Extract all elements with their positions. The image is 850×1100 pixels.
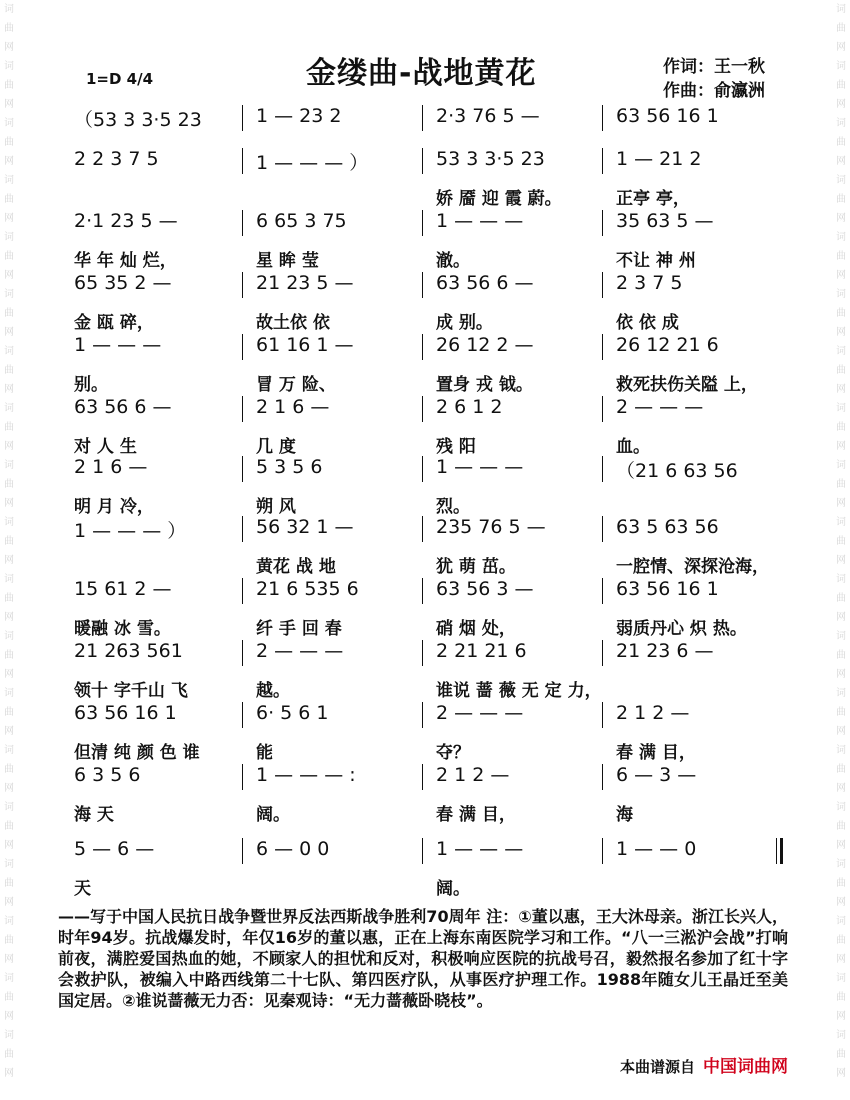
watermark-char: 网 bbox=[4, 99, 14, 110]
notes-row bbox=[70, 516, 785, 540]
measure-notes: 6 3 5 6 bbox=[74, 764, 141, 786]
watermark-column-right bbox=[832, 0, 850, 1100]
watermark-char: 网 bbox=[4, 555, 14, 566]
watermark-char: 词 bbox=[836, 1030, 846, 1041]
barline bbox=[602, 148, 603, 174]
measure-notes: 2 1 2 — bbox=[436, 764, 510, 786]
barline bbox=[422, 105, 423, 131]
lyrics-row bbox=[70, 246, 785, 271]
measure-notes: 63 56 3 — bbox=[436, 578, 534, 600]
measure-lyrics: 残 阳 bbox=[436, 437, 476, 457]
watermark-char: 网 bbox=[836, 498, 846, 509]
watermark-char: 曲 bbox=[4, 23, 14, 34]
measure-lyrics: 黄花 战 地 bbox=[256, 557, 336, 577]
footnote: ——写于中国人民抗日战争暨世界反法西斯战争胜利70周年 注：①董以惠，王大沐母亲。浙江长兴人，时年94岁。抗战爆发时，年仅16岁的董以惠，正在上海东南医院学习和工作。“八一三淞沪会战”打响前夜，满腔爱国热血的她，不顾家人的担忧和反对，积极响应医院的抗战号召，毅然报名参加了红十字会救护队，被编入中路西线第二十七队、第四医疗队，从事医疗护理工作。1988年随女儿王晶迁至美国定居。②谁说蔷薇无力否：见秦观诗：“无力蔷薇卧晓枝”。 bbox=[58, 907, 788, 1010]
watermark-char: 词 bbox=[4, 403, 14, 414]
barline bbox=[242, 210, 243, 236]
watermark-char: 词 bbox=[836, 460, 846, 471]
barline bbox=[242, 272, 243, 298]
watermark-char: 词 bbox=[836, 859, 846, 870]
notes-row bbox=[70, 148, 785, 172]
measure-notes: 235 76 5 — bbox=[436, 516, 546, 538]
watermark-char: 曲 bbox=[4, 878, 14, 889]
measure-notes: 53 3 3·5 23 bbox=[436, 148, 545, 170]
score-line bbox=[70, 148, 785, 208]
barline bbox=[242, 764, 243, 790]
measure-lyrics: 领十 字千山 飞 bbox=[74, 681, 188, 701]
score-line bbox=[70, 396, 785, 456]
measure-lyrics: 别。 bbox=[74, 375, 108, 395]
lyrics-row bbox=[70, 308, 785, 333]
watermark-char: 词 bbox=[836, 4, 846, 15]
watermark-char: 词 bbox=[836, 517, 846, 528]
measure-notes: 6· 5 6 1 bbox=[256, 702, 329, 724]
measure-lyrics: 弱质丹心 炽 热。 bbox=[616, 619, 747, 639]
measure-notes: 1 — 21 2 bbox=[616, 148, 702, 170]
watermark-char: 曲 bbox=[836, 23, 846, 34]
notes-row bbox=[70, 105, 785, 129]
measure-notes: 2 — — — bbox=[436, 702, 524, 724]
barline bbox=[602, 334, 603, 360]
notes-row bbox=[70, 272, 785, 296]
barline bbox=[602, 456, 603, 482]
measure-notes: 5 3 5 6 bbox=[256, 456, 323, 478]
lyrics-row bbox=[70, 676, 785, 701]
measure-lyrics: 烈。 bbox=[436, 497, 470, 517]
watermark-char: 网 bbox=[4, 327, 14, 338]
measure-lyrics: 正亭 亭， bbox=[616, 189, 690, 209]
watermark-char: 网 bbox=[836, 1068, 846, 1079]
watermark-char: 网 bbox=[836, 270, 846, 281]
watermark-char: 词 bbox=[4, 346, 14, 357]
watermark-char: 曲 bbox=[4, 536, 14, 547]
watermark-char: 词 bbox=[4, 574, 14, 585]
watermark-char: 曲 bbox=[4, 764, 14, 775]
measure-notes: 63 56 16 1 bbox=[616, 105, 719, 127]
lyrics-row bbox=[70, 614, 785, 639]
score-line bbox=[70, 334, 785, 394]
watermark-char: 词 bbox=[836, 973, 846, 984]
barline bbox=[242, 640, 243, 666]
score-line bbox=[70, 516, 785, 576]
watermark-char: 词 bbox=[4, 688, 14, 699]
score-line bbox=[70, 456, 785, 516]
measure-lyrics: 但清 纯 颜 色 谁 bbox=[74, 743, 200, 763]
notes-row bbox=[70, 702, 785, 726]
watermark-char: 曲 bbox=[4, 479, 14, 490]
watermark-char: 词 bbox=[4, 745, 14, 756]
watermark-char: 网 bbox=[836, 327, 846, 338]
measure-notes: 15 61 2 — bbox=[74, 578, 172, 600]
measure-lyrics: 成 别。 bbox=[436, 313, 493, 333]
barline bbox=[602, 702, 603, 728]
watermark-char: 网 bbox=[836, 726, 846, 737]
watermark-char: 词 bbox=[4, 289, 14, 300]
measure-notes: 6 65 3 75 bbox=[256, 210, 347, 232]
measure-notes: 1 — — — bbox=[436, 456, 524, 478]
measure-lyrics: 救死扶伤关隘 上， bbox=[616, 375, 758, 395]
watermark-char: 网 bbox=[836, 783, 846, 794]
watermark-char: 词 bbox=[4, 1030, 14, 1041]
lyrics-row bbox=[70, 552, 785, 577]
watermark-char: 曲 bbox=[836, 992, 846, 1003]
barline bbox=[242, 516, 243, 542]
measure-notes: （53 3 3·5 23 bbox=[74, 109, 202, 131]
measure-lyrics: 对 人 生 bbox=[74, 437, 137, 457]
measure-lyrics: 依 依 成 bbox=[616, 313, 679, 333]
watermark-char: 曲 bbox=[836, 365, 846, 376]
barline bbox=[602, 396, 603, 422]
measure-lyrics: 金 瓯 碎， bbox=[74, 313, 154, 333]
watermark-char: 词 bbox=[4, 802, 14, 813]
measure-lyrics: 硝 烟 处， bbox=[436, 619, 516, 639]
watermark-char: 曲 bbox=[836, 422, 846, 433]
watermark-char: 网 bbox=[836, 954, 846, 965]
watermark-char: 曲 bbox=[836, 479, 846, 490]
watermark-char: 词 bbox=[836, 802, 846, 813]
watermark-char: 网 bbox=[4, 1011, 14, 1022]
measure-lyrics: 纤 手 回 春 bbox=[256, 619, 342, 639]
watermark-char: 词 bbox=[836, 631, 846, 642]
watermark-char: 网 bbox=[4, 783, 14, 794]
barline bbox=[242, 838, 243, 864]
watermark-char: 曲 bbox=[836, 308, 846, 319]
notes-row bbox=[70, 334, 785, 358]
final-barline-thin bbox=[776, 838, 777, 864]
notes-row bbox=[70, 396, 785, 420]
watermark-char: 曲 bbox=[4, 593, 14, 604]
barline bbox=[422, 702, 423, 728]
watermark-char: 词 bbox=[4, 61, 14, 72]
watermark-char: 词 bbox=[4, 631, 14, 642]
watermark-char: 曲 bbox=[4, 80, 14, 91]
measure-notes: （21 6 63 56 bbox=[616, 460, 738, 482]
watermark-char: 词 bbox=[4, 517, 14, 528]
watermark-char: 网 bbox=[836, 555, 846, 566]
watermark-char: 曲 bbox=[836, 878, 846, 889]
measure-lyrics: 澈。 bbox=[436, 251, 470, 271]
watermark-char: 网 bbox=[836, 156, 846, 167]
measure-notes: 2 2 3 7 5 bbox=[74, 148, 159, 170]
watermark-char: 曲 bbox=[836, 707, 846, 718]
watermark-char: 词 bbox=[4, 4, 14, 15]
measure-notes: 1 — — — ） bbox=[256, 152, 369, 174]
watermark-char: 曲 bbox=[4, 935, 14, 946]
measure-notes: 26 12 21 6 bbox=[616, 334, 719, 356]
measure-lyrics: 能 bbox=[256, 743, 273, 763]
measure-notes: 1 — — — : bbox=[256, 764, 356, 786]
watermark-char: 词 bbox=[836, 175, 846, 186]
watermark-char: 曲 bbox=[836, 137, 846, 148]
watermark-char: 网 bbox=[836, 612, 846, 623]
watermark-char: 词 bbox=[4, 916, 14, 927]
watermark-char: 网 bbox=[4, 42, 14, 53]
lyricist-credit: 作词：王一秋 bbox=[663, 57, 765, 77]
lyrics-row bbox=[70, 492, 785, 517]
measure-notes: 21 23 5 — bbox=[256, 272, 354, 294]
notes-row bbox=[70, 640, 785, 664]
barline bbox=[422, 578, 423, 604]
brand-name: 中国词曲网 bbox=[703, 1057, 789, 1077]
measure-notes: 21 6 535 6 bbox=[256, 578, 359, 600]
watermark-char: 词 bbox=[836, 346, 846, 357]
watermark-char: 曲 bbox=[4, 650, 14, 661]
score-line bbox=[70, 210, 785, 270]
watermark-char: 曲 bbox=[4, 821, 14, 832]
notes-row bbox=[70, 578, 785, 602]
measure-notes: 2 6 1 2 bbox=[436, 396, 503, 418]
measure-notes: 2 — — — bbox=[616, 396, 704, 418]
watermark-column-left bbox=[0, 0, 18, 1100]
watermark-char: 曲 bbox=[4, 137, 14, 148]
watermark-char: 网 bbox=[836, 897, 846, 908]
barline bbox=[422, 640, 423, 666]
measure-lyrics: 一腔情、深探沧海， bbox=[616, 557, 769, 577]
measure-lyrics: 犹 萌 茁。 bbox=[436, 557, 516, 577]
measure-notes: 2·1 23 5 — bbox=[74, 210, 178, 232]
measure-lyrics: 朔 风 bbox=[256, 497, 296, 517]
watermark-char: 网 bbox=[836, 1011, 846, 1022]
measure-lyrics: 几 度 bbox=[256, 437, 296, 457]
watermark-char: 词 bbox=[836, 118, 846, 129]
barline bbox=[242, 148, 243, 174]
watermark-char: 曲 bbox=[836, 80, 846, 91]
watermark-char: 网 bbox=[4, 840, 14, 851]
source-label: 本曲谱源自 bbox=[620, 1058, 696, 1076]
watermark-char: 曲 bbox=[4, 194, 14, 205]
measure-notes: 1 — — — bbox=[74, 334, 162, 356]
watermark-char: 网 bbox=[4, 498, 14, 509]
barline bbox=[602, 272, 603, 298]
watermark-char: 网 bbox=[4, 897, 14, 908]
measure-lyrics: 阔。 bbox=[436, 879, 470, 899]
barline bbox=[422, 396, 423, 422]
watermark-char: 曲 bbox=[4, 308, 14, 319]
watermark-char: 词 bbox=[4, 118, 14, 129]
watermark-char: 曲 bbox=[836, 650, 846, 661]
measure-notes: 26 12 2 — bbox=[436, 334, 534, 356]
barline bbox=[422, 456, 423, 482]
measure-notes: 61 16 1 — bbox=[256, 334, 354, 356]
measure-notes: 1 — — 0 bbox=[616, 838, 697, 860]
barline bbox=[242, 396, 243, 422]
watermark-char: 网 bbox=[836, 384, 846, 395]
key-signature: 1=D 4/4 bbox=[86, 70, 154, 88]
measure-lyrics: 阔。 bbox=[256, 805, 290, 825]
measure-lyrics: 故土依 依 bbox=[256, 313, 330, 333]
measure-notes: 21 263 561 bbox=[74, 640, 183, 662]
watermark-char: 曲 bbox=[4, 992, 14, 1003]
measure-notes: 1 — — — bbox=[436, 210, 524, 232]
measure-lyrics: 海 bbox=[616, 805, 633, 825]
measure-notes: 1 — 23 2 bbox=[256, 105, 342, 127]
lyrics-row bbox=[70, 432, 785, 457]
watermark-char: 词 bbox=[836, 232, 846, 243]
measure-notes: 1 — — — ） bbox=[74, 520, 187, 542]
watermark-char: 网 bbox=[836, 213, 846, 224]
watermark-char: 词 bbox=[4, 973, 14, 984]
score-line bbox=[70, 578, 785, 638]
measure-notes: 63 56 6 — bbox=[436, 272, 534, 294]
watermark-char: 网 bbox=[836, 669, 846, 680]
watermark-char: 词 bbox=[836, 574, 846, 585]
lyrics-row bbox=[70, 370, 785, 395]
watermark-char: 网 bbox=[836, 42, 846, 53]
measure-notes: 2 21 21 6 bbox=[436, 640, 527, 662]
measure-notes: 5 — 6 — bbox=[74, 838, 155, 860]
watermark-char: 词 bbox=[4, 859, 14, 870]
score-line bbox=[70, 640, 785, 700]
watermark-char: 网 bbox=[4, 1068, 14, 1079]
watermark-char: 曲 bbox=[836, 251, 846, 262]
measure-notes: 65 35 2 — bbox=[74, 272, 172, 294]
measure-lyrics: 置身 戎 钺。 bbox=[436, 375, 533, 395]
barline bbox=[242, 334, 243, 360]
measure-notes: 63 5 63 56 bbox=[616, 516, 719, 538]
watermark-char: 词 bbox=[836, 745, 846, 756]
measure-lyrics: 暖融 冰 雪。 bbox=[74, 619, 171, 639]
measure-lyrics: 华 年 灿 烂， bbox=[74, 251, 177, 271]
barline bbox=[602, 105, 603, 131]
measure-notes: 63 56 16 1 bbox=[616, 578, 719, 600]
watermark-char: 网 bbox=[4, 270, 14, 281]
lyrics-row bbox=[70, 874, 785, 899]
watermark-char: 曲 bbox=[836, 821, 846, 832]
measure-notes: 1 — — — bbox=[436, 838, 524, 860]
notes-row bbox=[70, 764, 785, 788]
notes-row bbox=[70, 210, 785, 234]
final-barline-thick bbox=[780, 838, 783, 864]
measure-lyrics: 夺？ bbox=[436, 743, 470, 763]
measure-lyrics: 冒 万 险、 bbox=[256, 375, 336, 395]
watermark-char: 词 bbox=[4, 232, 14, 243]
measure-lyrics: 海 天 bbox=[74, 805, 114, 825]
score-line bbox=[70, 702, 785, 762]
watermark-char: 曲 bbox=[4, 1049, 14, 1060]
barline bbox=[422, 210, 423, 236]
score-line bbox=[70, 272, 785, 332]
measure-notes: 6 — 0 0 bbox=[256, 838, 330, 860]
watermark-char: 曲 bbox=[836, 1049, 846, 1060]
barline bbox=[422, 272, 423, 298]
lyrics-row bbox=[70, 738, 785, 763]
watermark-char: 网 bbox=[4, 726, 14, 737]
measure-lyrics: 春 满 目， bbox=[436, 805, 516, 825]
measure-lyrics: 天 bbox=[74, 879, 91, 899]
watermark-char: 曲 bbox=[4, 707, 14, 718]
measure-notes: 56 32 1 — bbox=[256, 516, 354, 538]
source-footer bbox=[620, 1052, 788, 1077]
watermark-char: 网 bbox=[4, 384, 14, 395]
page-title: 金缕曲-战地黄花 bbox=[306, 56, 537, 91]
notes-row bbox=[70, 456, 785, 480]
score-line bbox=[70, 838, 785, 898]
watermark-char: 网 bbox=[4, 156, 14, 167]
measure-lyrics: 星 眸 莹 bbox=[256, 251, 319, 271]
measure-notes: 2 1 6 — bbox=[256, 396, 330, 418]
measure-notes: 2 3 7 5 bbox=[616, 272, 683, 294]
watermark-char: 网 bbox=[4, 954, 14, 965]
barline bbox=[602, 578, 603, 604]
watermark-char: 曲 bbox=[836, 194, 846, 205]
barline bbox=[602, 210, 603, 236]
watermark-char: 网 bbox=[836, 840, 846, 851]
measure-notes: 63 56 6 — bbox=[74, 396, 172, 418]
measure-notes: 2 1 6 — bbox=[74, 456, 148, 478]
barline bbox=[242, 702, 243, 728]
measure-notes: 2·3 76 5 — bbox=[436, 105, 540, 127]
watermark-char: 词 bbox=[836, 61, 846, 72]
barline bbox=[422, 838, 423, 864]
barline bbox=[422, 148, 423, 174]
barline bbox=[602, 640, 603, 666]
watermark-char: 网 bbox=[4, 441, 14, 452]
barline bbox=[602, 516, 603, 542]
watermark-char: 词 bbox=[836, 688, 846, 699]
measure-notes: 2 1 2 — bbox=[616, 702, 690, 724]
barline bbox=[422, 334, 423, 360]
lyrics-row bbox=[70, 184, 785, 209]
watermark-char: 曲 bbox=[836, 935, 846, 946]
measure-lyrics: 谁说 蔷 薇 无 定 力， bbox=[436, 681, 602, 701]
barline bbox=[242, 456, 243, 482]
measure-lyrics: 不让 神 州 bbox=[616, 251, 696, 271]
measure-lyrics: 血。 bbox=[616, 437, 650, 457]
watermark-char: 词 bbox=[836, 289, 846, 300]
barline bbox=[422, 764, 423, 790]
notes-row bbox=[70, 838, 785, 862]
measure-lyrics: 越。 bbox=[256, 681, 290, 701]
watermark-char: 网 bbox=[4, 669, 14, 680]
barline bbox=[242, 105, 243, 131]
watermark-char: 曲 bbox=[836, 593, 846, 604]
barline bbox=[422, 516, 423, 542]
measure-lyrics: 娇 靥 迎 霞 蔚。 bbox=[436, 189, 562, 209]
barline bbox=[242, 578, 243, 604]
watermark-char: 曲 bbox=[4, 251, 14, 262]
measure-notes: 6 — 3 — bbox=[616, 764, 697, 786]
watermark-char: 词 bbox=[4, 175, 14, 186]
watermark-char: 曲 bbox=[4, 422, 14, 433]
measure-notes: 63 56 16 1 bbox=[74, 702, 177, 724]
watermark-char: 网 bbox=[4, 213, 14, 224]
watermark-char: 曲 bbox=[836, 764, 846, 775]
watermark-char: 网 bbox=[836, 99, 846, 110]
measure-lyrics: 春 满 目， bbox=[616, 743, 696, 763]
measure-notes: 21 23 6 — bbox=[616, 640, 714, 662]
measure-notes: 35 63 5 — bbox=[616, 210, 714, 232]
lyrics-row bbox=[70, 800, 785, 825]
watermark-char: 网 bbox=[836, 441, 846, 452]
watermark-char: 词 bbox=[836, 916, 846, 927]
watermark-char: 曲 bbox=[4, 365, 14, 376]
barline bbox=[602, 764, 603, 790]
measure-notes: 2 — — — bbox=[256, 640, 344, 662]
composer-credit: 作曲：俞瀛洲 bbox=[663, 81, 765, 101]
watermark-char: 词 bbox=[4, 460, 14, 471]
watermark-char: 词 bbox=[836, 403, 846, 414]
watermark-char: 网 bbox=[4, 612, 14, 623]
measure-lyrics: 明 月 冷， bbox=[74, 497, 154, 517]
score-line bbox=[70, 764, 785, 824]
barline bbox=[602, 838, 603, 864]
watermark-char: 曲 bbox=[836, 536, 846, 547]
